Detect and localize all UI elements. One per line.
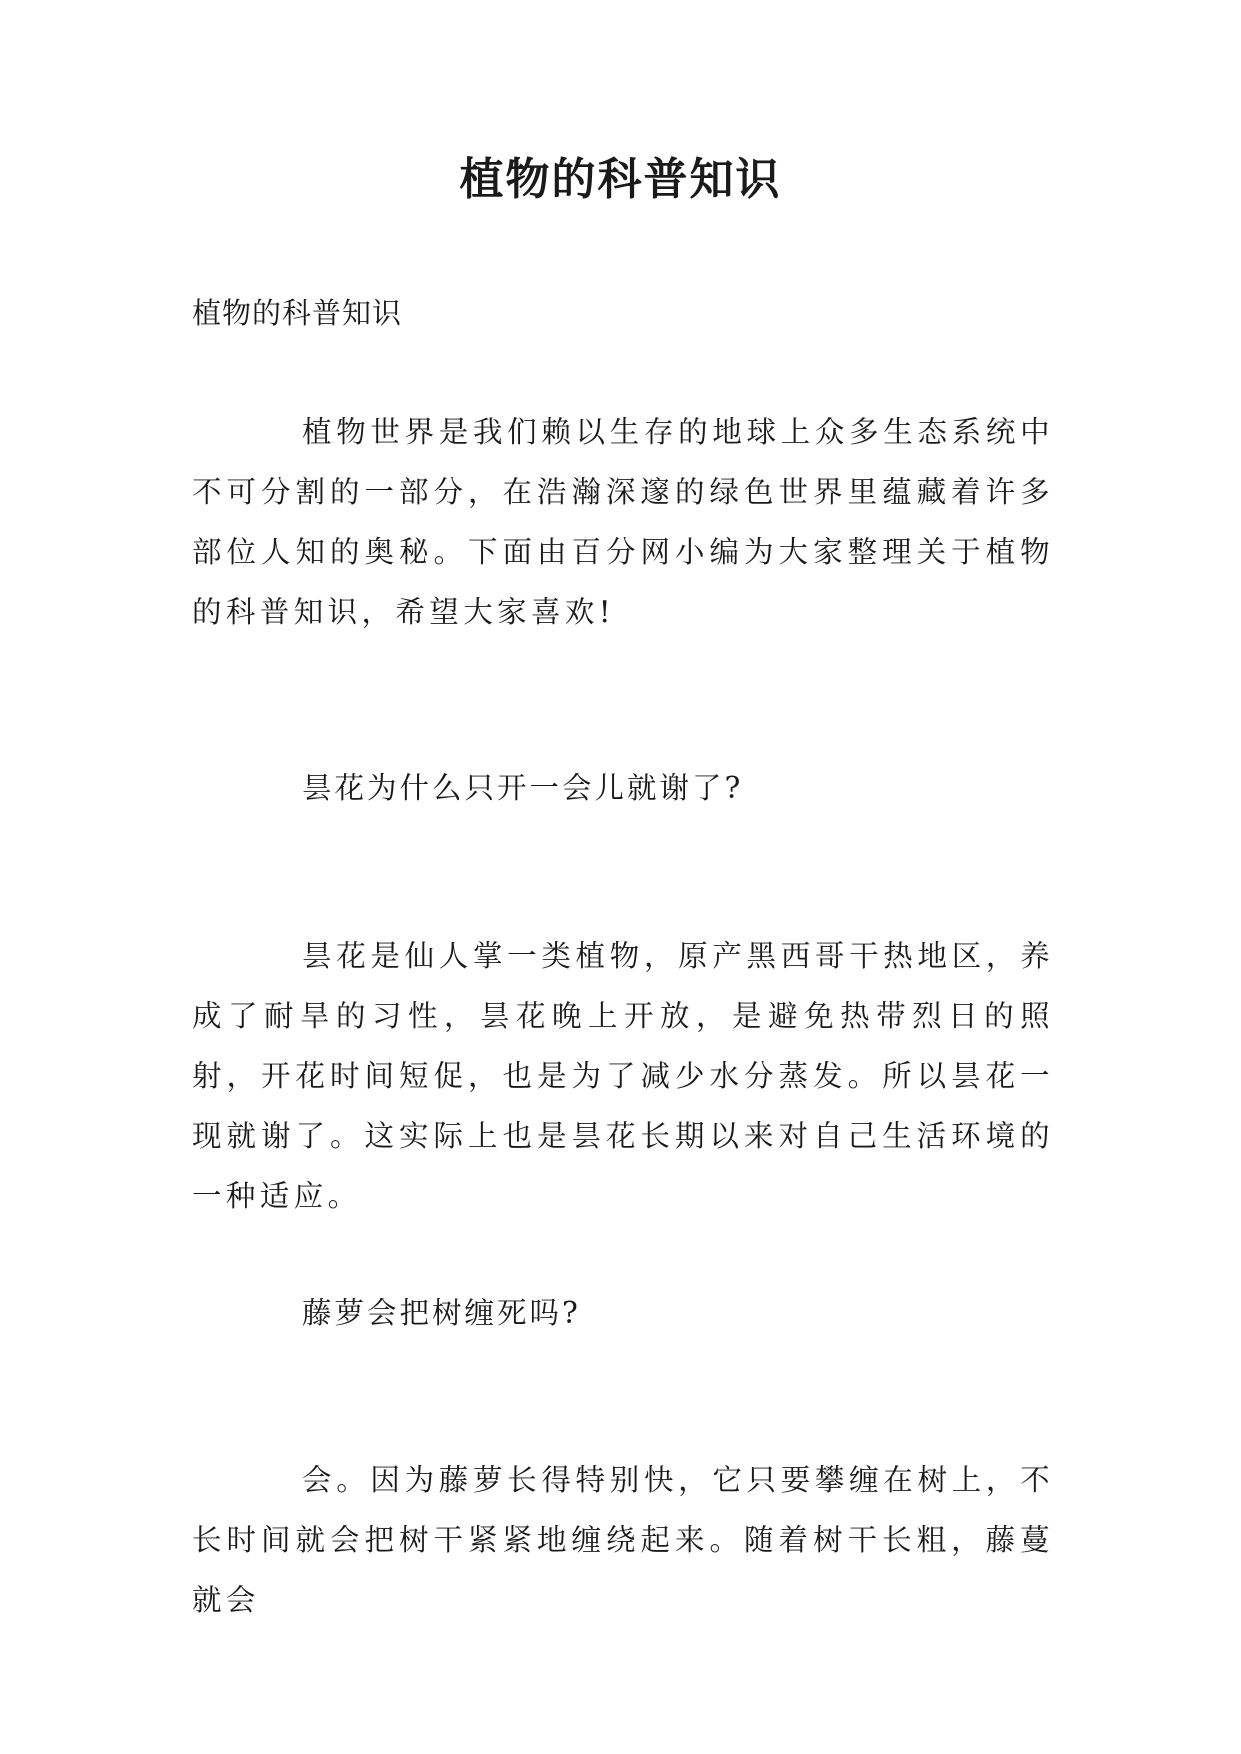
document-subtitle: 植物的科普知识 (192, 296, 403, 330)
section-question-2: 藤萝会把树缠死吗? (302, 1296, 581, 1330)
section-answer-2: 会。因为藤萝长得特别快，它只要攀缠在树上，不长时间就会把树干紧紧地缠绕起来。随着树干长粗，藤蔓就会 (192, 1463, 1054, 1617)
section-answer-1: 昙花是仙人掌一类植物，原产黑西哥干热地区，养成了耐旱的习性，昙花晚上开放，是避免热带烈日的照射，开花时间短促，也是为了减少水分蒸发。所以昙花一现就谢了。这实际上也是昙花长期以来对自己生活环境的一种适应。 (192, 939, 1054, 1213)
section-question-1: 昙花为什么只开一会儿就谢了? (302, 771, 744, 805)
intro-paragraph: 植物世界是我们赖以生存的地球上众多生态系统中不可分割的一部分，在浩瀚深邃的绿色世界里蕴藏着许多部位人知的奥秘。下面由百分网小编为大家整理关于植物的科普知识，希望大家喜欢! (192, 415, 1054, 629)
document-title: 植物的科普知识 (459, 154, 782, 205)
